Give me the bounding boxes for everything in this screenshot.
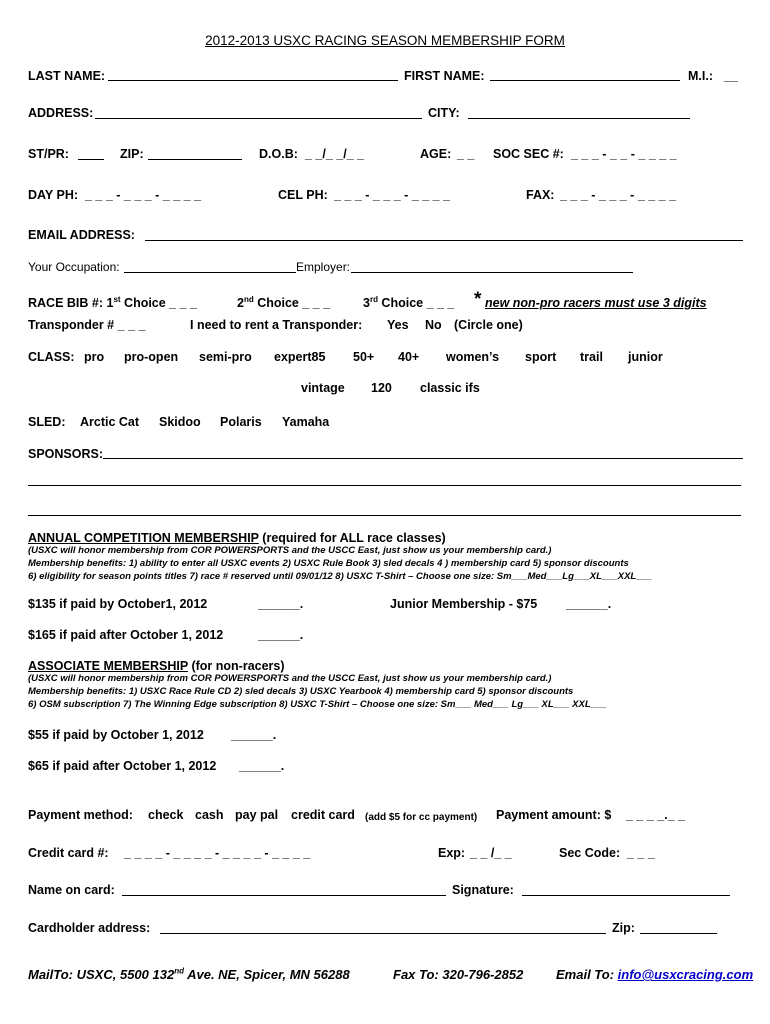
transponder-number-field[interactable]: Transponder # _ _ _ bbox=[28, 318, 146, 332]
dob-label: D.O.B: bbox=[259, 147, 298, 161]
first-name-label: FIRST NAME: bbox=[404, 69, 485, 83]
associate-benefits-cont: 6) OSM subscription 7) The Winning Edge subscription 8) USXC T-Shirt – Choose one size: Sm___ Med___ Lg___ XL___ XXL___ bbox=[28, 699, 607, 710]
employer-field[interactable] bbox=[351, 272, 633, 273]
class-option[interactable]: trail bbox=[580, 350, 603, 364]
sponsors-field-line-3[interactable] bbox=[28, 515, 741, 516]
race-bib-note: new non-pro racers must use 3 digits bbox=[485, 296, 707, 310]
signature-field[interactable] bbox=[522, 895, 730, 896]
class-option[interactable]: women’s bbox=[446, 350, 500, 364]
address-field[interactable] bbox=[95, 118, 422, 119]
payment-method-option[interactable]: check bbox=[148, 808, 184, 822]
junior-membership-field[interactable]: ______. bbox=[566, 597, 612, 611]
sponsors-label: SPONSORS: bbox=[28, 447, 104, 461]
occupation-field[interactable] bbox=[124, 272, 296, 273]
soc-sec-field[interactable]: _ _ _ - _ _ - _ _ _ _ bbox=[571, 147, 677, 161]
payment-method-option[interactable]: cash bbox=[195, 808, 224, 822]
circle-one-note: (Circle one) bbox=[454, 318, 523, 332]
day-phone-label: DAY PH: bbox=[28, 188, 79, 202]
soc-sec-label: SOC SEC #: bbox=[493, 147, 564, 161]
sled-option[interactable]: Skidoo bbox=[159, 415, 201, 429]
mail-to-address: MailTo: USXC, 5500 132nd Ave. NE, Spicer, MN 56288 bbox=[28, 966, 350, 982]
race-bib-label: RACE BIB #: 1 bbox=[28, 296, 114, 310]
class-option[interactable]: 50+ bbox=[353, 350, 375, 364]
annual-membership-heading: ANNUAL COMPETITION MEMBERSHIP (required for ALL race classes) bbox=[28, 531, 446, 545]
age-field[interactable]: _ _ bbox=[457, 147, 475, 161]
associate-price-early: $55 if paid by October 1, 2012 bbox=[28, 728, 204, 742]
junior-membership-price: Junior Membership - $75 bbox=[390, 597, 538, 611]
email-label: EMAIL ADDRESS: bbox=[28, 228, 135, 242]
name-on-card-field[interactable] bbox=[122, 895, 446, 896]
name-on-card-label: Name on card: bbox=[28, 883, 115, 897]
payment-amount-field[interactable]: _ _ _ _._ _ bbox=[626, 808, 686, 822]
zip-label: ZIP: bbox=[120, 147, 144, 161]
employer-label: Employer: bbox=[296, 260, 351, 274]
day-phone-field[interactable]: _ _ _ - _ _ _ - _ _ _ _ bbox=[85, 188, 202, 202]
mi-label: M.I.: bbox=[688, 69, 713, 83]
zip-code-label: Zip: bbox=[612, 921, 635, 935]
sled-option[interactable]: Polaris bbox=[220, 415, 262, 429]
credit-card-label: Credit card #: bbox=[28, 846, 109, 860]
rent-yes-option[interactable]: Yes bbox=[387, 318, 409, 332]
city-label: CITY: bbox=[428, 106, 460, 120]
dob-field[interactable]: _ _/_ _/_ _ bbox=[305, 147, 365, 161]
email-field[interactable] bbox=[145, 240, 743, 241]
address-label: ADDRESS: bbox=[28, 106, 94, 120]
st-pr-label: ST/PR: bbox=[28, 147, 69, 161]
security-code-field[interactable]: _ _ _ bbox=[627, 846, 655, 860]
cc-fee-note: (add $5 for cc payment) bbox=[365, 812, 478, 823]
occupation-label: Your Occupation: bbox=[28, 260, 120, 274]
class-option[interactable]: pro-open bbox=[124, 350, 179, 364]
race-bib-row: RACE BIB #: 1st Choice _ _ _ bbox=[28, 294, 197, 310]
zip-code-field[interactable] bbox=[640, 933, 717, 934]
sponsors-field-line-1[interactable] bbox=[103, 458, 743, 459]
st-pr-field[interactable] bbox=[78, 159, 104, 160]
class-option[interactable]: semi-pro bbox=[199, 350, 252, 364]
expiration-field[interactable]: _ _ /_ _ bbox=[470, 846, 512, 860]
age-label: AGE: bbox=[420, 147, 452, 161]
class-option[interactable]: 40+ bbox=[398, 350, 420, 364]
email-to: Email To: info@usxcracing.com bbox=[556, 967, 754, 982]
class-option[interactable]: sport bbox=[525, 350, 557, 364]
signature-label: Signature: bbox=[452, 883, 514, 897]
annual-price-late-field[interactable]: ______. bbox=[258, 628, 304, 642]
sled-option[interactable]: Arctic Cat bbox=[80, 415, 140, 429]
class-option[interactable]: 120 bbox=[371, 381, 392, 395]
credit-card-field[interactable]: _ _ _ _ - _ _ _ _ - _ _ _ _ - _ _ _ _ bbox=[124, 846, 311, 860]
annual-benefits-cont: 6) eligibility for season points titles 7) race # reserved until 09/01/12 8) USXC T-Shirt – Choose one size: Sm___Med___Lg___XL___XXL___ bbox=[28, 571, 653, 582]
cel-phone-label: CEL PH: bbox=[278, 188, 328, 202]
last-name-field[interactable] bbox=[108, 80, 398, 81]
payment-method-label: Payment method: bbox=[28, 808, 133, 822]
email-link[interactable]: info@usxcracing.com bbox=[617, 967, 754, 982]
fax-label: FAX: bbox=[526, 188, 555, 202]
annual-benefits: Membership benefits: 1) ability to enter all USXC events 2) USXC Rule Book 3) sled decals 4 ) membership card 5) sponsor discounts bbox=[28, 558, 629, 569]
payment-method-option[interactable]: pay pal bbox=[235, 808, 279, 822]
asterisk-mark: * bbox=[474, 289, 482, 310]
associate-price-late: $65 if paid after October 1, 2012 bbox=[28, 759, 217, 773]
class-option[interactable]: junior bbox=[628, 350, 663, 364]
associate-benefits: Membership benefits: 1) USXC Race Rule CD 2) sled decals 3) USXC Yearbook 4) membership card 5) sponsor discounts bbox=[28, 686, 574, 697]
race-bib-third[interactable]: 3rd Choice _ _ _ bbox=[363, 294, 455, 310]
cel-phone-field[interactable]: _ _ _ - _ _ _ - _ _ _ _ bbox=[334, 188, 451, 202]
cardholder-address-field[interactable] bbox=[160, 933, 606, 934]
annual-price-early: $135 if paid by October1, 2012 bbox=[28, 597, 208, 611]
fax-field[interactable]: _ _ _ - _ _ _ - _ _ _ _ bbox=[560, 188, 677, 202]
sled-label: SLED: bbox=[28, 415, 66, 429]
class-option[interactable]: vintage bbox=[301, 381, 345, 395]
rent-transponder-label: I need to rent a Transponder: bbox=[190, 318, 363, 332]
form-title: 2012-2013 USXC RACING SEASON MEMBERSHIP FORM bbox=[205, 33, 565, 48]
race-bib-first-choice[interactable]: Choice _ _ _ bbox=[120, 296, 197, 310]
cardholder-address-label: Cardholder address: bbox=[28, 921, 151, 935]
mi-field[interactable]: __ bbox=[724, 69, 738, 83]
class-option[interactable]: expert85 bbox=[274, 350, 326, 364]
rent-no-option[interactable]: No bbox=[425, 318, 442, 332]
payment-amount-label: Payment amount: $ bbox=[496, 808, 612, 822]
sled-option[interactable]: Yamaha bbox=[282, 415, 330, 429]
sponsors-field-line-2[interactable] bbox=[28, 485, 741, 486]
annual-note: (USXC will honor membership from COR POWERSPORTS and the USCC East, just show us your membership card.) bbox=[28, 545, 552, 556]
fax-to-number: Fax To: 320-796-2852 bbox=[393, 967, 524, 982]
annual-price-late: $165 if paid after October 1, 2012 bbox=[28, 628, 224, 642]
class-option[interactable]: pro bbox=[84, 350, 105, 364]
expiration-label: Exp: bbox=[438, 846, 466, 860]
class-label: CLASS: bbox=[28, 350, 75, 364]
class-option[interactable]: classic ifs bbox=[420, 381, 480, 395]
first-name-field[interactable] bbox=[490, 80, 680, 81]
associate-price-early-field[interactable]: ______. bbox=[231, 728, 277, 742]
race-bib-second[interactable]: 2nd Choice _ _ _ bbox=[237, 294, 331, 310]
payment-method-option[interactable]: credit card bbox=[291, 808, 355, 822]
associate-membership-heading: ASSOCIATE MEMBERSHIP (for non-racers) bbox=[28, 659, 285, 673]
city-field[interactable] bbox=[468, 118, 690, 119]
annual-price-early-field[interactable]: ______. bbox=[258, 597, 304, 611]
associate-note: (USXC will honor membership from COR POWERSPORTS and the USCC East, just show us your membership card.) bbox=[28, 673, 552, 684]
security-code-label: Sec Code: bbox=[559, 846, 621, 860]
zip-field[interactable] bbox=[148, 159, 242, 160]
last-name-label: LAST NAME: bbox=[28, 69, 106, 83]
associate-price-late-field[interactable]: ______. bbox=[239, 759, 285, 773]
